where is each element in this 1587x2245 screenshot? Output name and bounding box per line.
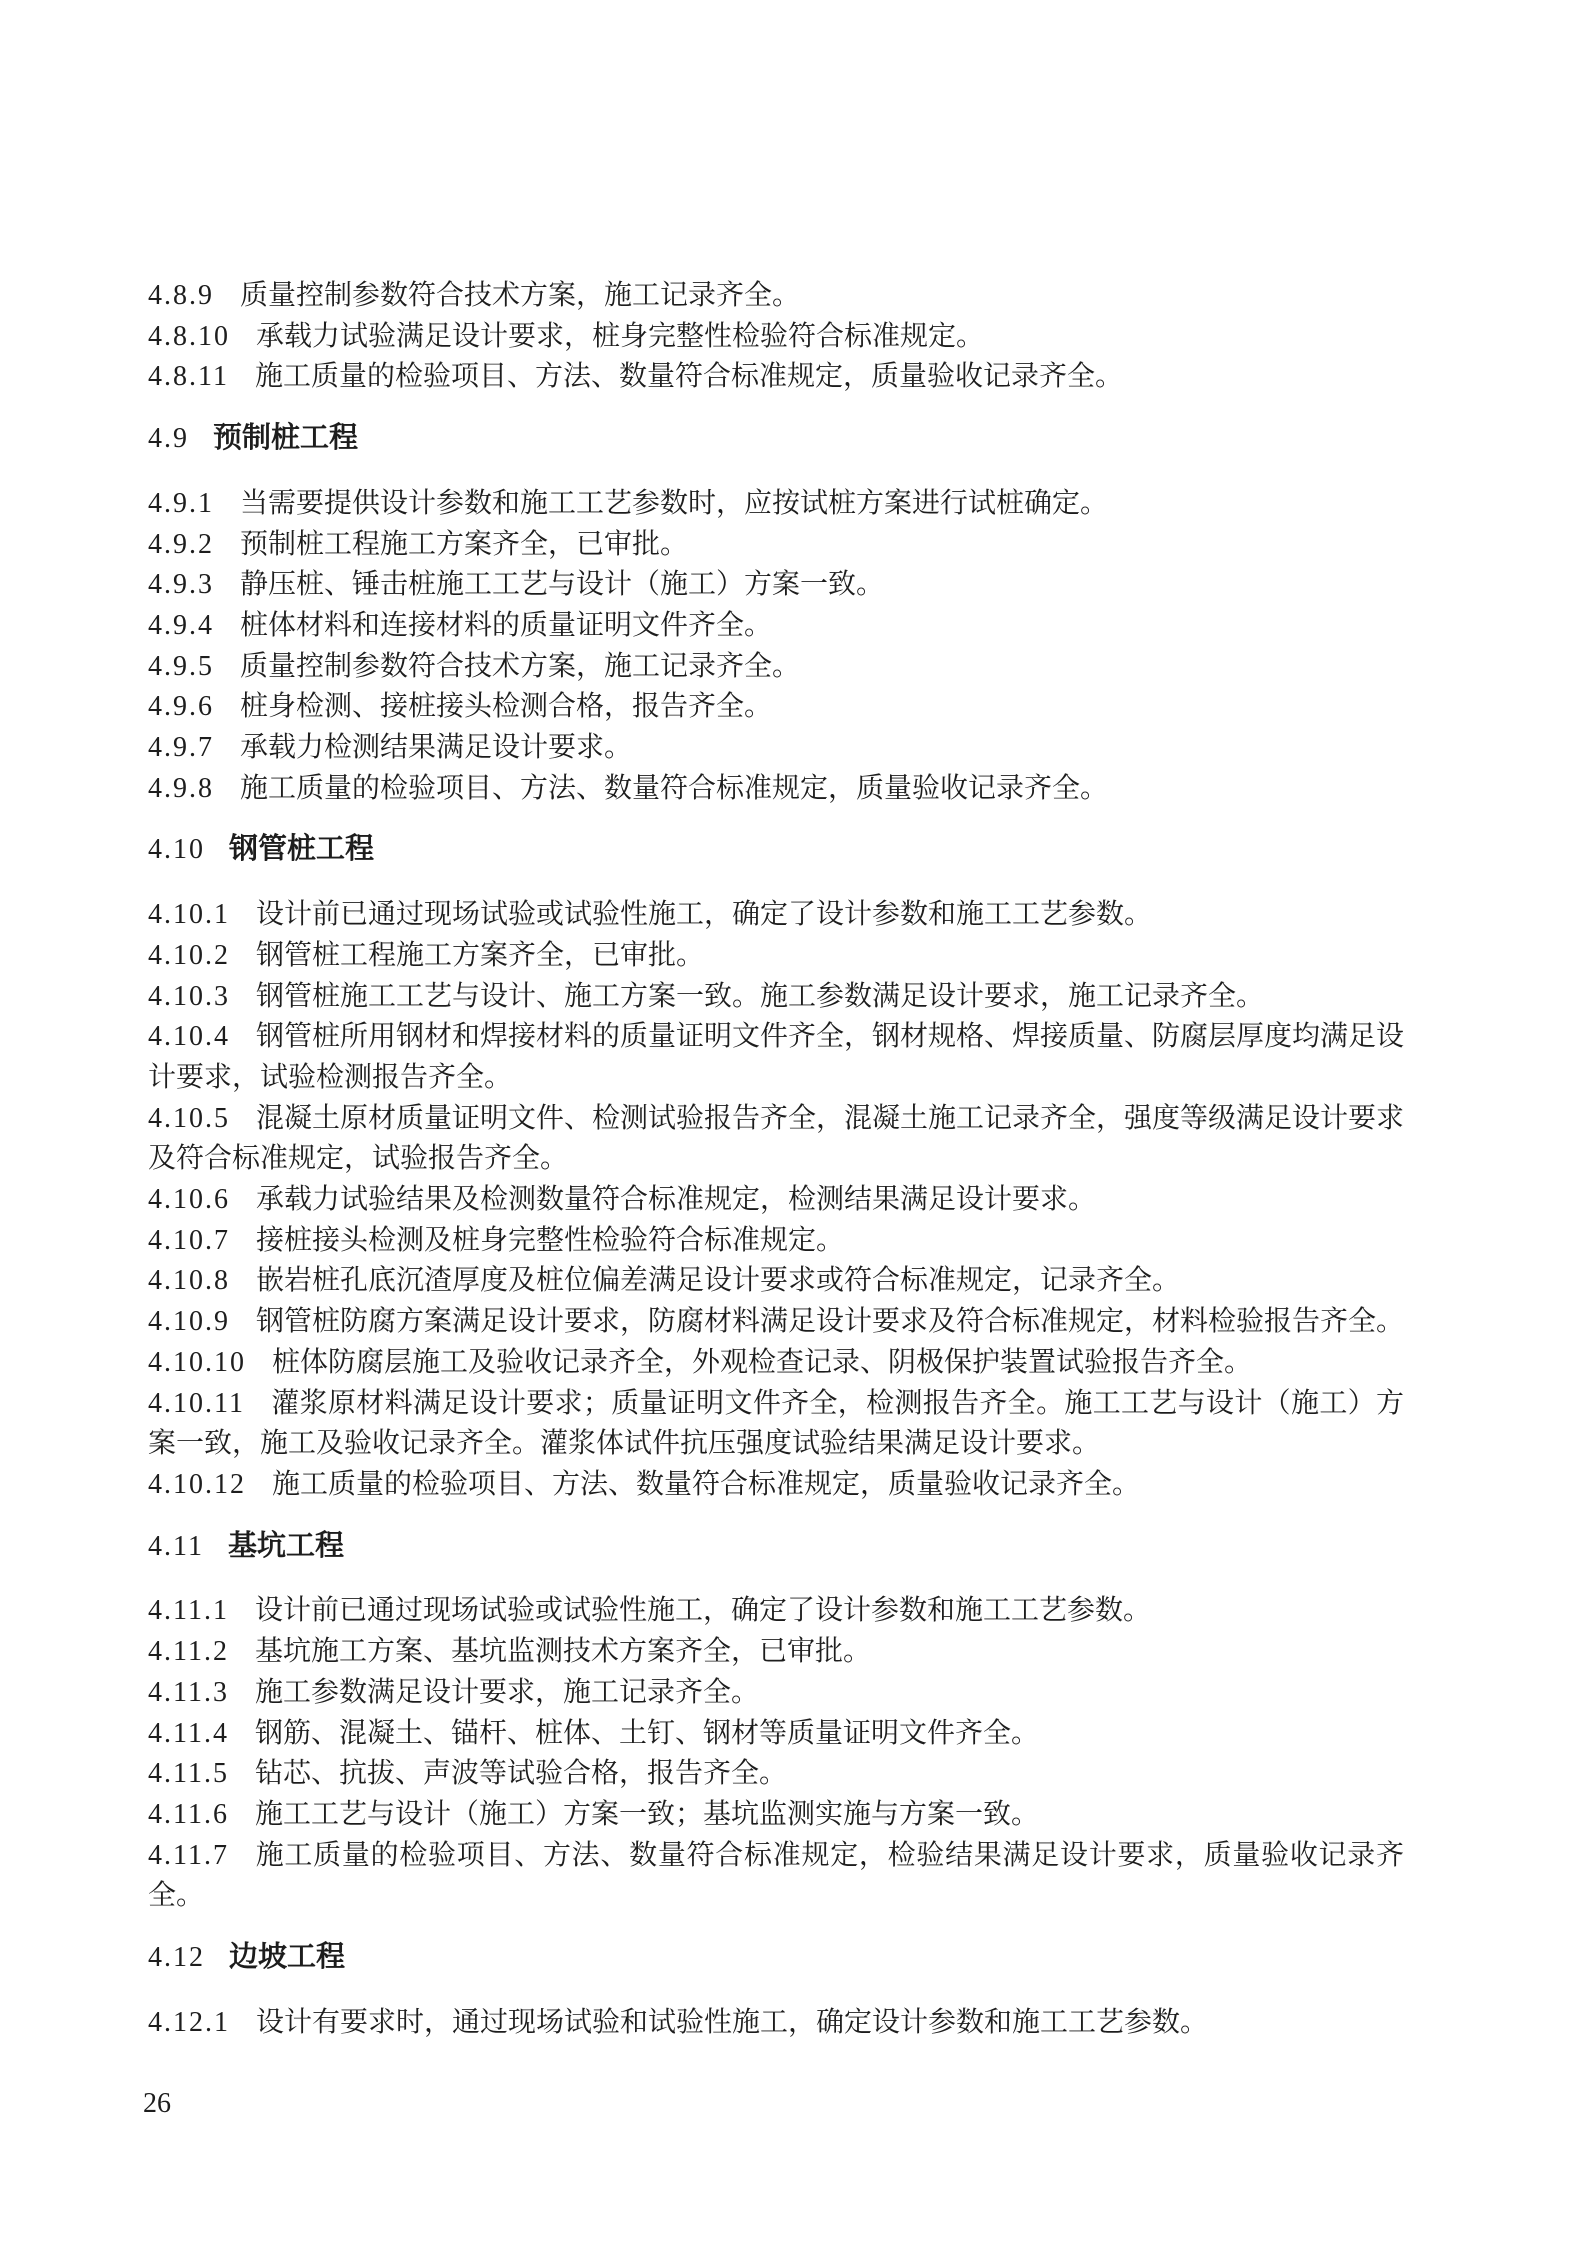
clause-number: 4.11.6 [148,1798,229,1830]
clause-number: 4.10.12 [148,1468,246,1500]
clause-number: 4.9.4 [148,609,214,641]
clause [148,728,1404,769]
clause [148,647,1404,688]
clause-number: 4.10.2 [148,939,230,971]
clause [148,1673,1404,1714]
clause-number: 4.10.4 [148,1021,230,1053]
section-heading [148,829,1404,871]
clause [148,606,1404,647]
document-content [148,276,1404,2043]
clause [148,1795,1404,1836]
clause [148,317,1404,358]
clause [148,1632,1404,1673]
clause [148,276,1404,317]
clause-text: 钢管桩所用钢材和焊接材料的质量证明文件齐全，钢材规格、焊接质量、防腐层厚度均满足设计要求，试验检测报告齐全。 [148,1021,1405,1093]
clause [148,1302,1404,1343]
clause-number: 4.9.2 [148,528,214,560]
clause-text: 基坑施工方案、基坑监测技术方案齐全，已审批。 [254,1636,871,1668]
section-heading [148,1937,1404,1979]
clause [148,2003,1404,2044]
section-number: 4.11 [148,1530,204,1562]
clause-number: 4.10.7 [148,1224,230,1256]
clause [148,357,1404,398]
clause-number: 4.10.9 [148,1306,230,1338]
clause [148,977,1404,1018]
section-heading [148,1526,1404,1568]
clause-text: 灌浆原材料满足设计要求；质量证明文件齐全，检测报告齐全。施工工艺与设计（施工）方案一致，施工及验收记录齐全。灌浆体试件抗压强度试验结果满足设计要求。 [148,1387,1404,1460]
clause-number: 4.10.3 [148,980,230,1012]
clause-text: 桩体材料和连接材料的质量证明文件齐全。 [240,609,773,641]
clause-text: 静压桩、锤击桩施工工艺与设计（施工）方案一致。 [240,569,885,601]
section-title: 边坡工程 [229,1941,346,1974]
clause-text: 质量控制参数符合技术方案，施工记录齐全。 [240,650,801,682]
clause-text: 施工质量的检验项目、方法、数量符合标准规定，质量验收记录齐全。 [240,772,1109,804]
clause-text: 施工质量的检验项目、方法、数量符合标准规定，检验结果满足设计要求，质量验收记录齐全。 [148,1839,1404,1912]
clause-text: 混凝土原材质量证明文件、检测试验报告齐全，混凝土施工记录齐全，强度等级满足设计要求及符合标准规定，试验报告齐全。 [148,1102,1405,1175]
clause-text: 质量控制参数符合技术方案，施工记录齐全。 [240,280,801,311]
clause-text: 接桩接头检测及桩身完整性检验符合标准规定。 [256,1224,845,1256]
clause [148,1180,1404,1221]
clause [148,1591,1404,1632]
clause-number: 4.9.8 [148,772,214,804]
clause-number: 4.8.11 [148,361,229,393]
clause [148,1343,1404,1384]
clause [148,895,1404,936]
section-number: 4.9 [148,423,189,455]
clause-number: 4.8.9 [148,280,214,311]
clause-text: 设计前已通过现场试验或试验性施工，确定了设计参数和施工工艺参数。 [254,1595,1151,1627]
page-number: 26 [143,2088,171,2119]
clause [148,1465,1404,1506]
section-title: 预制桩工程 [213,422,359,455]
clause-number: 4.10.8 [148,1265,230,1297]
clause-text: 钢管桩防腐方案满足设计要求，防腐材料满足设计要求及符合标准规定，材料检验报告齐全。 [256,1306,1405,1338]
clause-number: 4.9.7 [148,732,214,764]
clause-text: 钢筋、混凝土、锚杆、桩体、土钉、钢材等质量证明文件齐全。 [254,1717,1039,1749]
clause [148,1754,1404,1795]
clause-number: 4.11.3 [148,1676,229,1708]
clause-number: 4.8.10 [148,320,230,352]
clause-text: 施工质量的检验项目、方法、数量符合标准规定，质量验收记录齐全。 [272,1468,1141,1500]
clause [148,525,1404,566]
clause-text: 钻芯、抗拔、声波等试验合格，报告齐全。 [254,1758,787,1790]
clause [148,1099,1404,1180]
clause-number: 4.10.1 [148,899,230,931]
clause-number: 4.11.5 [148,1758,229,1790]
clause-number: 4.9.3 [148,569,214,601]
clause-number: 4.11.1 [148,1595,229,1627]
clause-text: 嵌岩桩孔底沉渣厚度及桩位偏差满足设计要求或符合标准规定，记录齐全。 [256,1265,1181,1297]
clause-number: 4.11.4 [148,1717,229,1749]
clause-number: 4.10.6 [148,1184,230,1216]
clause [148,484,1404,525]
section-title: 基坑工程 [227,1529,344,1562]
clause-number: 4.11.2 [148,1636,229,1668]
clause-number: 4.10.11 [148,1387,245,1419]
clause [148,1017,1404,1098]
clause-text: 设计前已通过现场试验或试验性施工，确定了设计参数和施工工艺参数。 [256,899,1153,931]
clause-number: 4.11.7 [148,1839,229,1871]
section-title: 钢管桩工程 [229,833,375,866]
clause-text: 承载力试验满足设计要求，桩身完整性检验符合标准规定。 [256,320,985,352]
clause [148,769,1404,810]
clause-text: 施工工艺与设计（施工）方案一致；基坑监测实施与方案一致。 [254,1798,1039,1830]
clause-number: 4.9.6 [148,691,214,723]
clause-number: 4.10.5 [148,1102,230,1134]
clause-text: 钢管桩施工工艺与设计、施工方案一致。施工参数满足设计要求，施工记录齐全。 [256,980,1265,1012]
clause-text: 当需要提供设计参数和施工工艺参数时，应按试桩方案进行试桩确定。 [240,487,1109,519]
clause [148,1261,1404,1302]
clause [148,1714,1404,1755]
clause-number: 4.10.10 [148,1346,246,1378]
clause-text: 承载力试验结果及检测数量符合标准规定，检测结果满足设计要求。 [256,1184,1097,1216]
clause-text: 承载力检测结果满足设计要求。 [240,732,633,764]
clause-text: 预制桩工程施工方案齐全，已审批。 [240,528,689,560]
clause [148,936,1404,977]
clause-text: 施工质量的检验项目、方法、数量符合标准规定，质量验收记录齐全。 [254,361,1123,393]
clause-number: 4.12.1 [148,2006,230,2038]
clause [148,1384,1404,1465]
section-number: 4.10 [148,834,205,866]
clause-text: 桩身检测、接桩接头检测合格，报告齐全。 [240,691,773,723]
clause-text: 钢管桩工程施工方案齐全，已审批。 [256,939,705,971]
clause-text: 施工参数满足设计要求，施工记录齐全。 [254,1676,759,1708]
section-heading [148,418,1404,460]
section-number: 4.12 [148,1942,205,1974]
clause [148,1836,1404,1917]
clause-text: 桩体防腐层施工及验收记录齐全，外观检查记录、阴极保护装置试验报告齐全。 [272,1346,1253,1378]
clause [148,565,1404,606]
clause-text: 设计有要求时，通过现场试验和试验性施工，确定设计参数和施工工艺参数。 [256,2006,1209,2038]
clause [148,1221,1404,1262]
clause-number: 4.9.5 [148,650,214,682]
clause-number: 4.9.1 [148,487,214,519]
clause [148,687,1404,728]
